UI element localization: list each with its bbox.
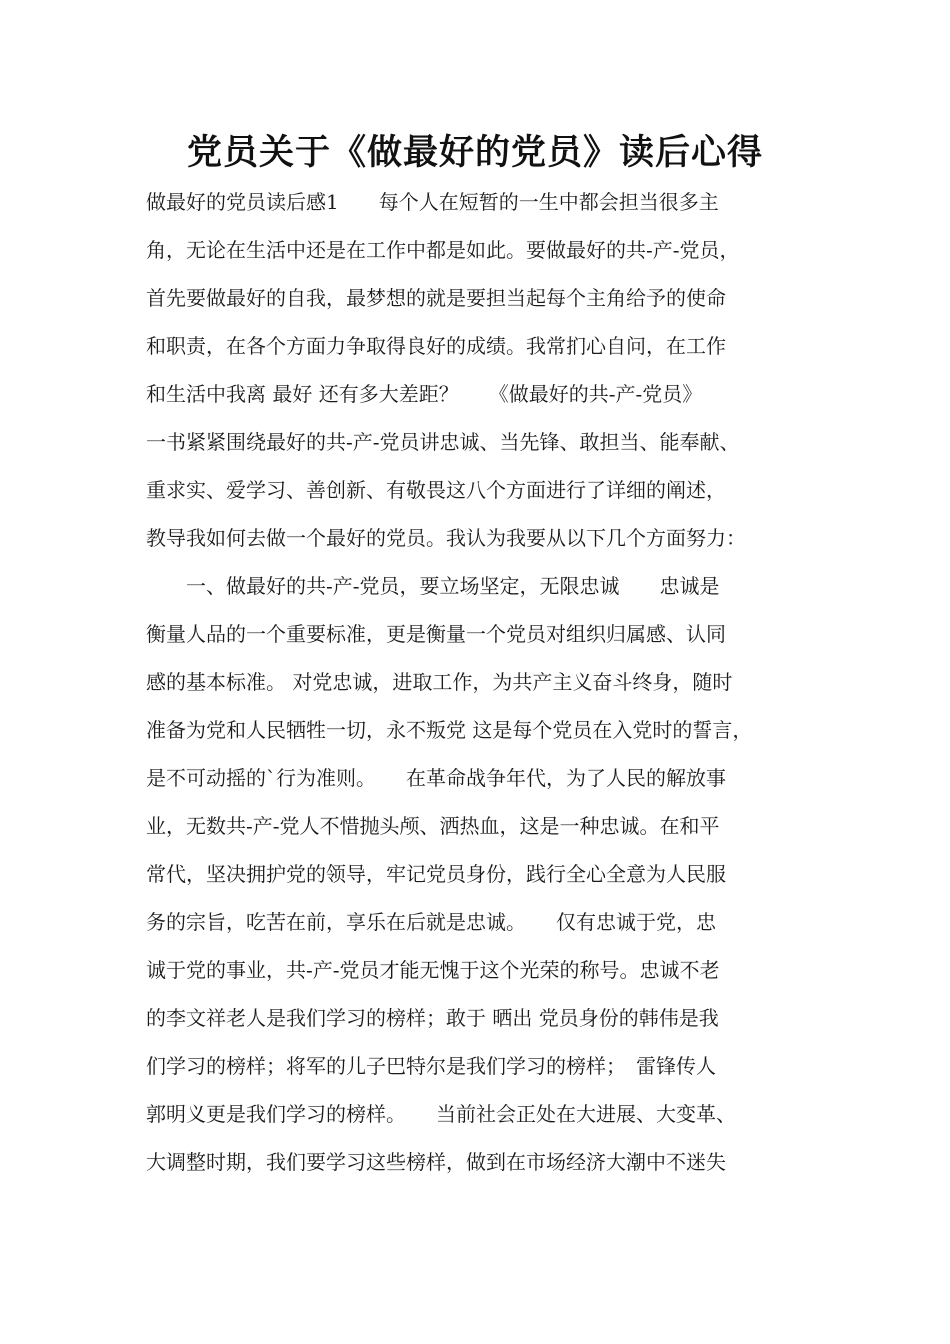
text-line: 诚于党的事业，共-产-党员才能无愧于这个光荣的称号。忠诚不老: [146, 958, 720, 982]
text-line: 大调整时期，我们要学习这些榜样，做到在市场经济大潮中不迷失: [146, 1150, 726, 1174]
text-line: 重求实、爱学习、善创新、有敬畏这八个方面进行了详细的阐述，: [146, 478, 726, 502]
text-line: 一书紧紧围绕最好的共-产-党员讲忠诚、当先锋、敢担当、能奉献、: [146, 430, 740, 454]
text-line: 务的宗旨，吃苦在前，享乐在后就是忠诚。 仅有忠诚于党，忠: [146, 910, 716, 934]
text-line: 衡量人品的一个重要标准，更是衡量一个党员对组织归属感、认同: [146, 622, 726, 646]
text-line: 首先要做最好的自我，最梦想的就是要担当起每个主角给予的使命: [146, 286, 726, 310]
text-line: 准备为党和人民牺牲一切，永不叛党 这是每个党员在入党时的誓言，: [146, 718, 753, 742]
text-line: 教导我如何去做一个最好的党员。我认为我要从以下几个方面努力：: [146, 526, 746, 550]
text-line: 角，无论在生活中还是在工作中都是如此。要做最好的共-产-党员，: [146, 238, 740, 262]
text-line: 的李文祥老人是我们学习的榜样；敢于 晒出 党员身份的韩伟是我: [146, 1006, 719, 1030]
document-title: 党员关于《做最好的党员》读后心得: [186, 133, 763, 173]
text-line: 业，无数共-产-党人不惜抛头颅、洒热血，这是一种忠诚。在和平: [146, 814, 720, 838]
text-line: 感的基本标准。 对党忠诚，进取工作，为共产主义奋斗终身，随时: [146, 670, 733, 694]
text-line: 和生活中我离 最好 还有多大差距？ 《做最好的共-产-党员》: [146, 382, 703, 406]
text-line: 们学习的榜样；将军的儿子巴特尔是我们学习的榜样； 雷锋传人: [146, 1054, 716, 1078]
text-line: 常代，坚决拥护党的领导，牢记党员身份，践行全心全意为人民服: [146, 862, 726, 886]
text-line: 是不可动摇的`行为准则。 在革命战争年代，为了人民的解放事: [146, 766, 726, 790]
text-line: 一、做最好的共-产-党员，要立场坚定，无限忠诚 忠诚是: [146, 574, 720, 598]
text-line: 做最好的党员读后感1 每个人在短暂的一生中都会担当很多主: [146, 190, 719, 214]
text-line: 和职责，在各个方面力争取得良好的成绩。我常扪心自问，在工作: [146, 334, 726, 358]
text-line: 郭明义更是我们学习的榜样。 当前社会正处在大进展、大变革、: [146, 1102, 736, 1126]
document-body: [146, 184, 826, 1192]
